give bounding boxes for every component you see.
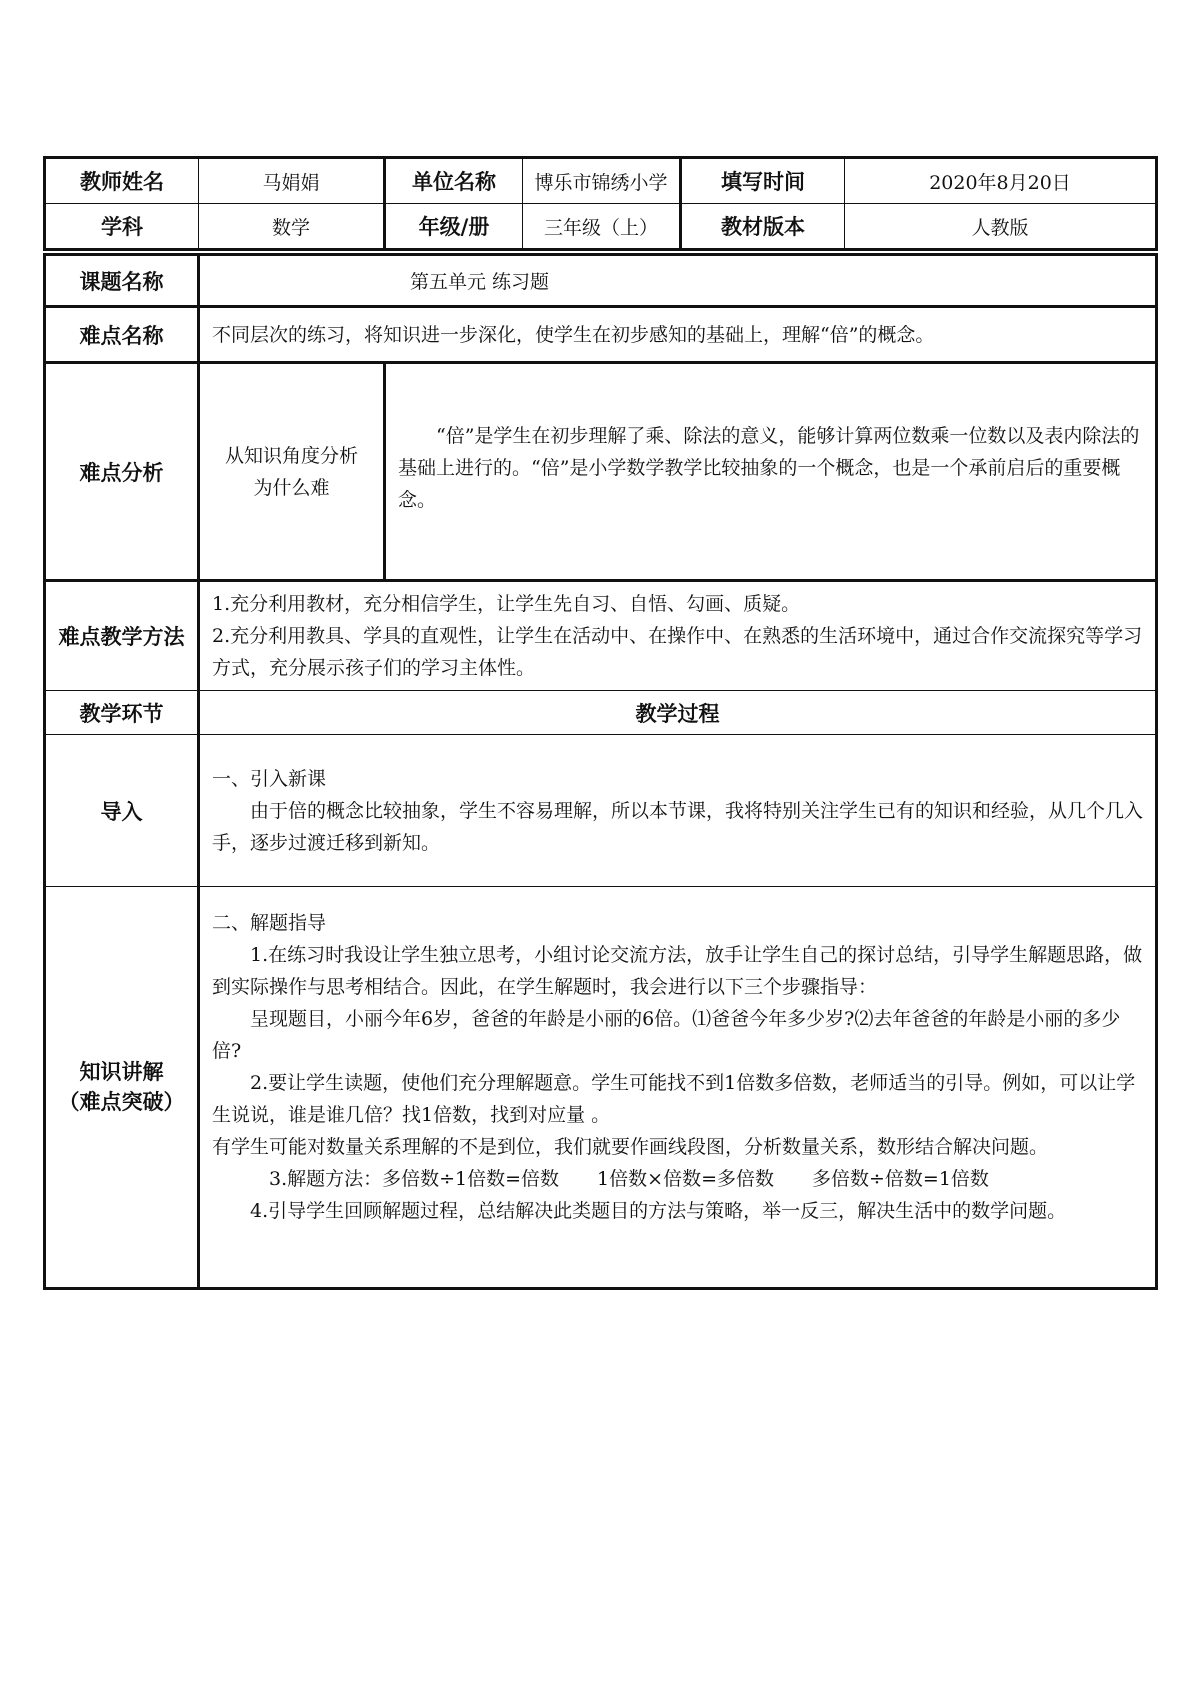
grade-value: 三年级（上）: [523, 204, 681, 250]
knowledge-p3: 2.要让学生读题，使他们充分理解题意。学生可能找不到1倍数多倍数，老师适当的引导。例如，可以让学生说说，谁是谁几倍？找1倍数，找到对应量 。: [212, 1072, 1136, 1126]
difficulty-label: 难点名称: [45, 307, 199, 363]
subject-value: 数学: [199, 204, 385, 250]
intro-heading: 一、引入新课: [212, 767, 327, 790]
grade-label: 年级/册: [385, 204, 523, 250]
unit-label: 单位名称: [385, 158, 523, 204]
analysis-text: [385, 363, 1157, 581]
edition-label: 教材版本: [681, 204, 845, 250]
stage-header: 教学环节: [45, 691, 199, 735]
analysis-sub-label-line1: 从知识角度分析: [224, 444, 358, 467]
method-label: 难点教学方法: [45, 581, 199, 691]
knowledge-label-line2: （难点突破）: [58, 1090, 185, 1114]
method-line-2: 2.充分利用教具、学具的直观性，让学生在活动中、在操作中、在熟悉的生活环境中，通过合作交流探究等学习方式，充分展示孩子们的学习主体性。: [212, 625, 1143, 679]
topic-value: 第五单元 练习题: [199, 255, 1157, 307]
knowledge-p2: 呈现题目，小丽今年6岁，爸爸的年龄是小丽的6倍。⑴爸爸今年多少岁?⑵去年爸爸的年龄是小丽的多少倍?: [212, 1008, 1121, 1062]
knowledge-heading: 二、解题指导: [212, 912, 327, 934]
teacher-value: 马娟娟: [199, 158, 385, 204]
subject-label: 学科: [45, 204, 199, 250]
knowledge-p6: 4.引导学生回顾解题过程，总结解决此类题目的方法与策略，举一反三，解决生活中的数学问题。: [250, 1200, 1067, 1222]
knowledge-p4: 有学生可能对数量关系理解的不是到位，我们就要作画线段图，分析数量关系，数形结合解决问题。: [212, 1136, 1049, 1158]
edition-value: 人教版: [845, 204, 1157, 250]
method-line-1: 1.充分利用教材，充分相信学生，让学生先自习、自悟、勾画、质疑。: [212, 593, 801, 615]
unit-value: 博乐市锦绣小学: [523, 158, 681, 204]
analysis-sub-label-line2: 为什么难: [253, 476, 330, 499]
method-text: [199, 581, 1157, 691]
analysis-paragraph: “倍”是学生在初步理解了乘、除法的意义，能够计算两位数乘一位数以及表内除法的基础上进行的。“倍”是小学数学教学比较抽象的一个概念，也是一个承前启后的重要概念。: [398, 425, 1140, 511]
knowledge-label: [45, 887, 199, 1289]
process-header: 教学过程: [199, 691, 1157, 735]
analysis-label: 难点分析: [45, 363, 199, 581]
date-value: 2020年8月20日: [845, 158, 1157, 204]
knowledge-label-line1: 知识讲解: [79, 1060, 164, 1084]
date-label: 填写时间: [681, 158, 845, 204]
analysis-sub-label: [199, 363, 385, 581]
knowledge-p5: 3.解题方法：多倍数÷1倍数=倍数 1倍数×倍数=多倍数 多倍数÷倍数=1倍数: [269, 1168, 989, 1190]
header-table: [43, 156, 1158, 251]
intro-paragraph: 由于倍的概念比较抽象，学生不容易理解，所以本节课，我将特别关注学生已有的知识和经验，从几个几入手，逐步过渡迁移到新知。: [212, 799, 1144, 854]
difficulty-value: 不同层次的练习，将知识进一步深化，使学生在初步感知的基础上，理解“倍”的概念。: [199, 307, 1157, 363]
lesson-plan-sheet: [43, 156, 1155, 1290]
intro-content: [199, 735, 1157, 887]
topic-label: 课题名称: [45, 255, 199, 307]
knowledge-p1: 1.在练习时我设让学生独立思考，小组讨论交流方法，放手让学生自己的探讨总结，引导学生解题思路，做到实际操作与思考相结合。因此，在学生解题时，我会进行以下三个步骤指导：: [212, 944, 1143, 998]
teacher-label: 教师姓名: [45, 158, 199, 204]
body-table: [43, 253, 1158, 1290]
knowledge-content: [199, 887, 1157, 1289]
intro-label: 导入: [45, 735, 199, 887]
